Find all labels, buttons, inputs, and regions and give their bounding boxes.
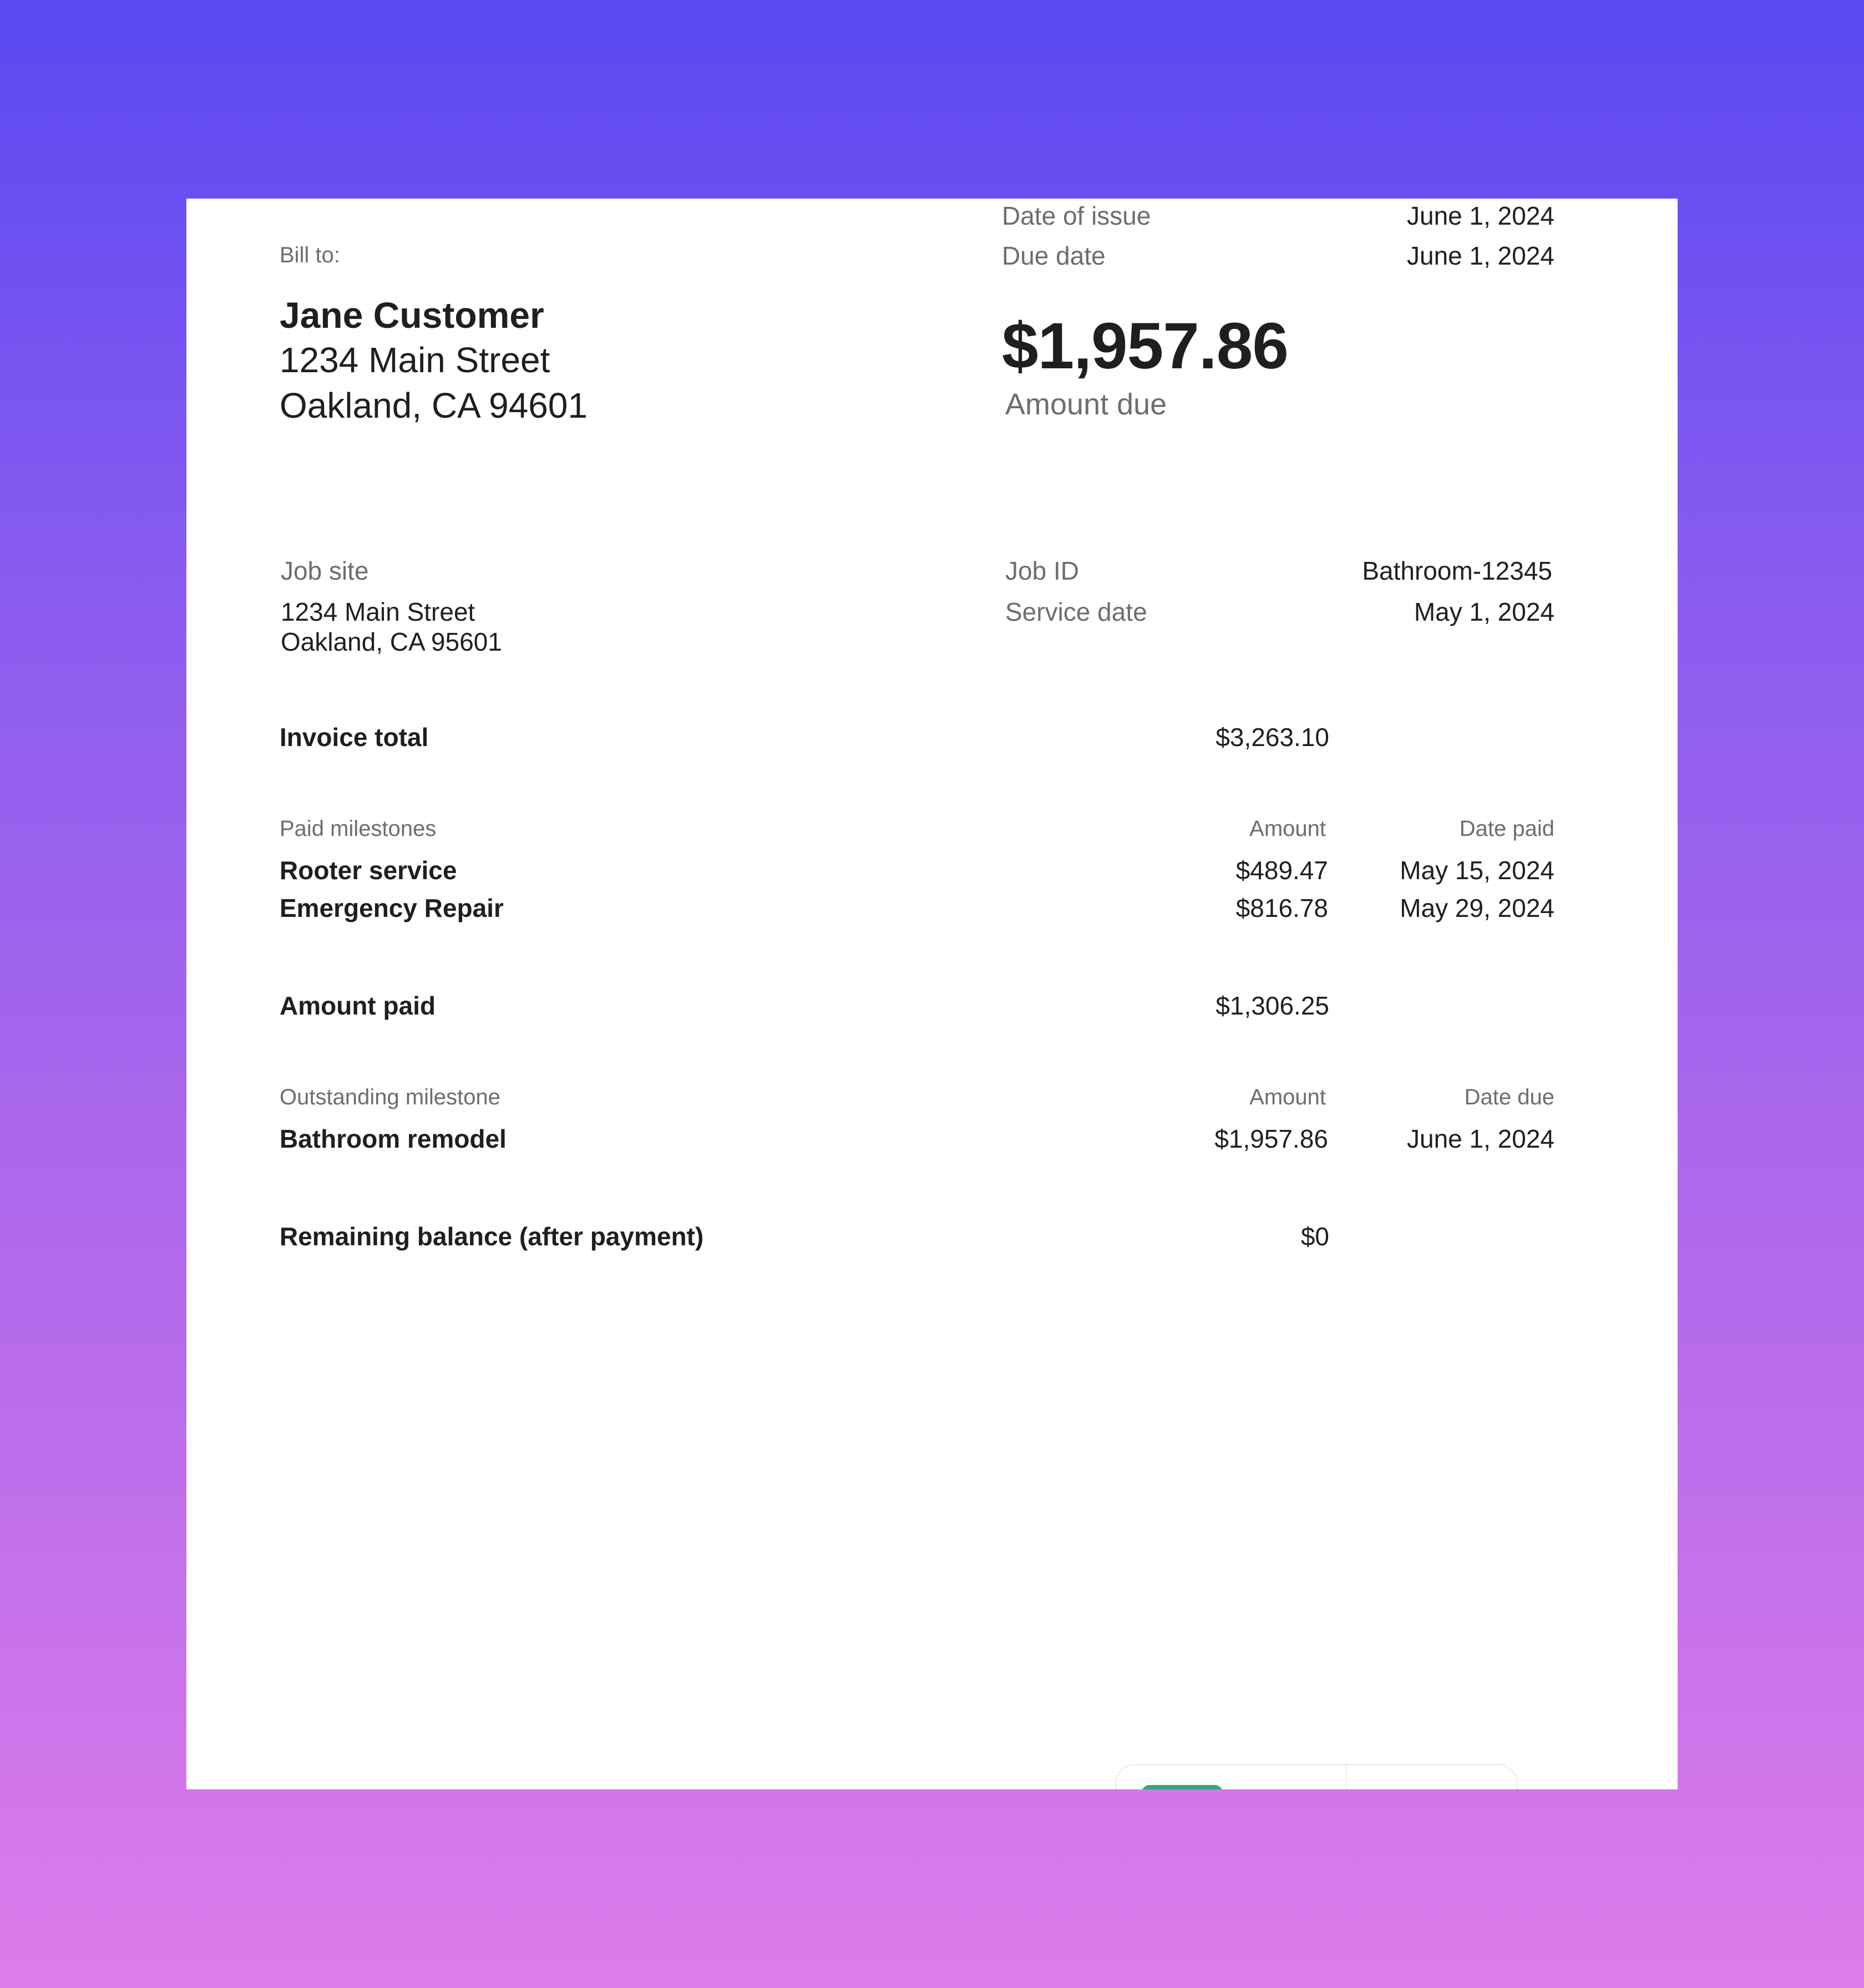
due-date-label: Due date bbox=[1002, 241, 1106, 270]
date-of-issue-label: Date of issue bbox=[1002, 201, 1151, 230]
job-site-line2: Oakland, CA 95601 bbox=[281, 627, 502, 656]
outstanding-milestone-amount: $1,957.86 bbox=[1214, 1124, 1328, 1153]
action-bar-divider bbox=[1346, 1765, 1347, 1789]
job-id-label: Job ID bbox=[1005, 556, 1079, 585]
service-date-value: May 1, 2024 bbox=[1414, 597, 1554, 626]
service-date-label: Service date bbox=[1005, 597, 1147, 626]
paid-milestone-date: May 29, 2024 bbox=[1400, 894, 1554, 922]
paid-milestones-header: Paid milestones bbox=[280, 816, 437, 841]
remaining-balance-value: $0 bbox=[1300, 1222, 1329, 1251]
pay-button[interactable] bbox=[1142, 1785, 1223, 1789]
remaining-balance-label: Remaining balance (after payment) bbox=[280, 1222, 704, 1251]
paid-milestone-amount: $489.47 bbox=[1235, 856, 1328, 885]
invoice-total-label: Invoice total bbox=[280, 723, 429, 752]
amount-paid-label: Amount paid bbox=[280, 991, 436, 1020]
job-site-label: Job site bbox=[281, 556, 369, 585]
paid-date-header: Date paid bbox=[1459, 816, 1554, 841]
customer-address-line2: Oakland, CA 94601 bbox=[280, 386, 588, 425]
invoice-total-value: $3,263.10 bbox=[1215, 723, 1329, 752]
payment-action-bar[interactable] bbox=[1115, 1764, 1518, 1789]
customer-name: Jane Customer bbox=[280, 295, 544, 336]
customer-address-line1: 1234 Main Street bbox=[280, 340, 550, 380]
bill-to-label: Bill to: bbox=[280, 243, 340, 267]
amount-due-label: Amount due bbox=[1005, 388, 1167, 421]
outstanding-milestone-header: Outstanding milestone bbox=[280, 1085, 501, 1109]
outstanding-date-header: Date due bbox=[1464, 1085, 1554, 1109]
amount-paid-value: $1,306.25 bbox=[1215, 991, 1329, 1020]
invoice-page bbox=[186, 199, 1678, 1789]
paid-milestone-date: May 15, 2024 bbox=[1400, 856, 1554, 885]
paid-milestone-amount: $816.78 bbox=[1235, 894, 1328, 922]
paid-milestone-name: Rooter service bbox=[280, 856, 457, 885]
amount-due-value: $1,957.86 bbox=[1002, 310, 1288, 383]
outstanding-milestone-date: June 1, 2024 bbox=[1406, 1124, 1554, 1153]
paid-amount-header: Amount bbox=[1249, 816, 1326, 841]
paid-milestone-name: Emergency Repair bbox=[280, 894, 504, 922]
outstanding-milestone-name: Bathroom remodel bbox=[280, 1124, 506, 1153]
outstanding-amount-header: Amount bbox=[1249, 1085, 1326, 1109]
job-site-line1: 1234 Main Street bbox=[281, 597, 475, 626]
date-of-issue-value: June 1, 2024 bbox=[1406, 201, 1554, 230]
due-date-value: June 1, 2024 bbox=[1406, 241, 1554, 270]
job-id-value: Bathroom-12345 bbox=[1362, 556, 1552, 585]
